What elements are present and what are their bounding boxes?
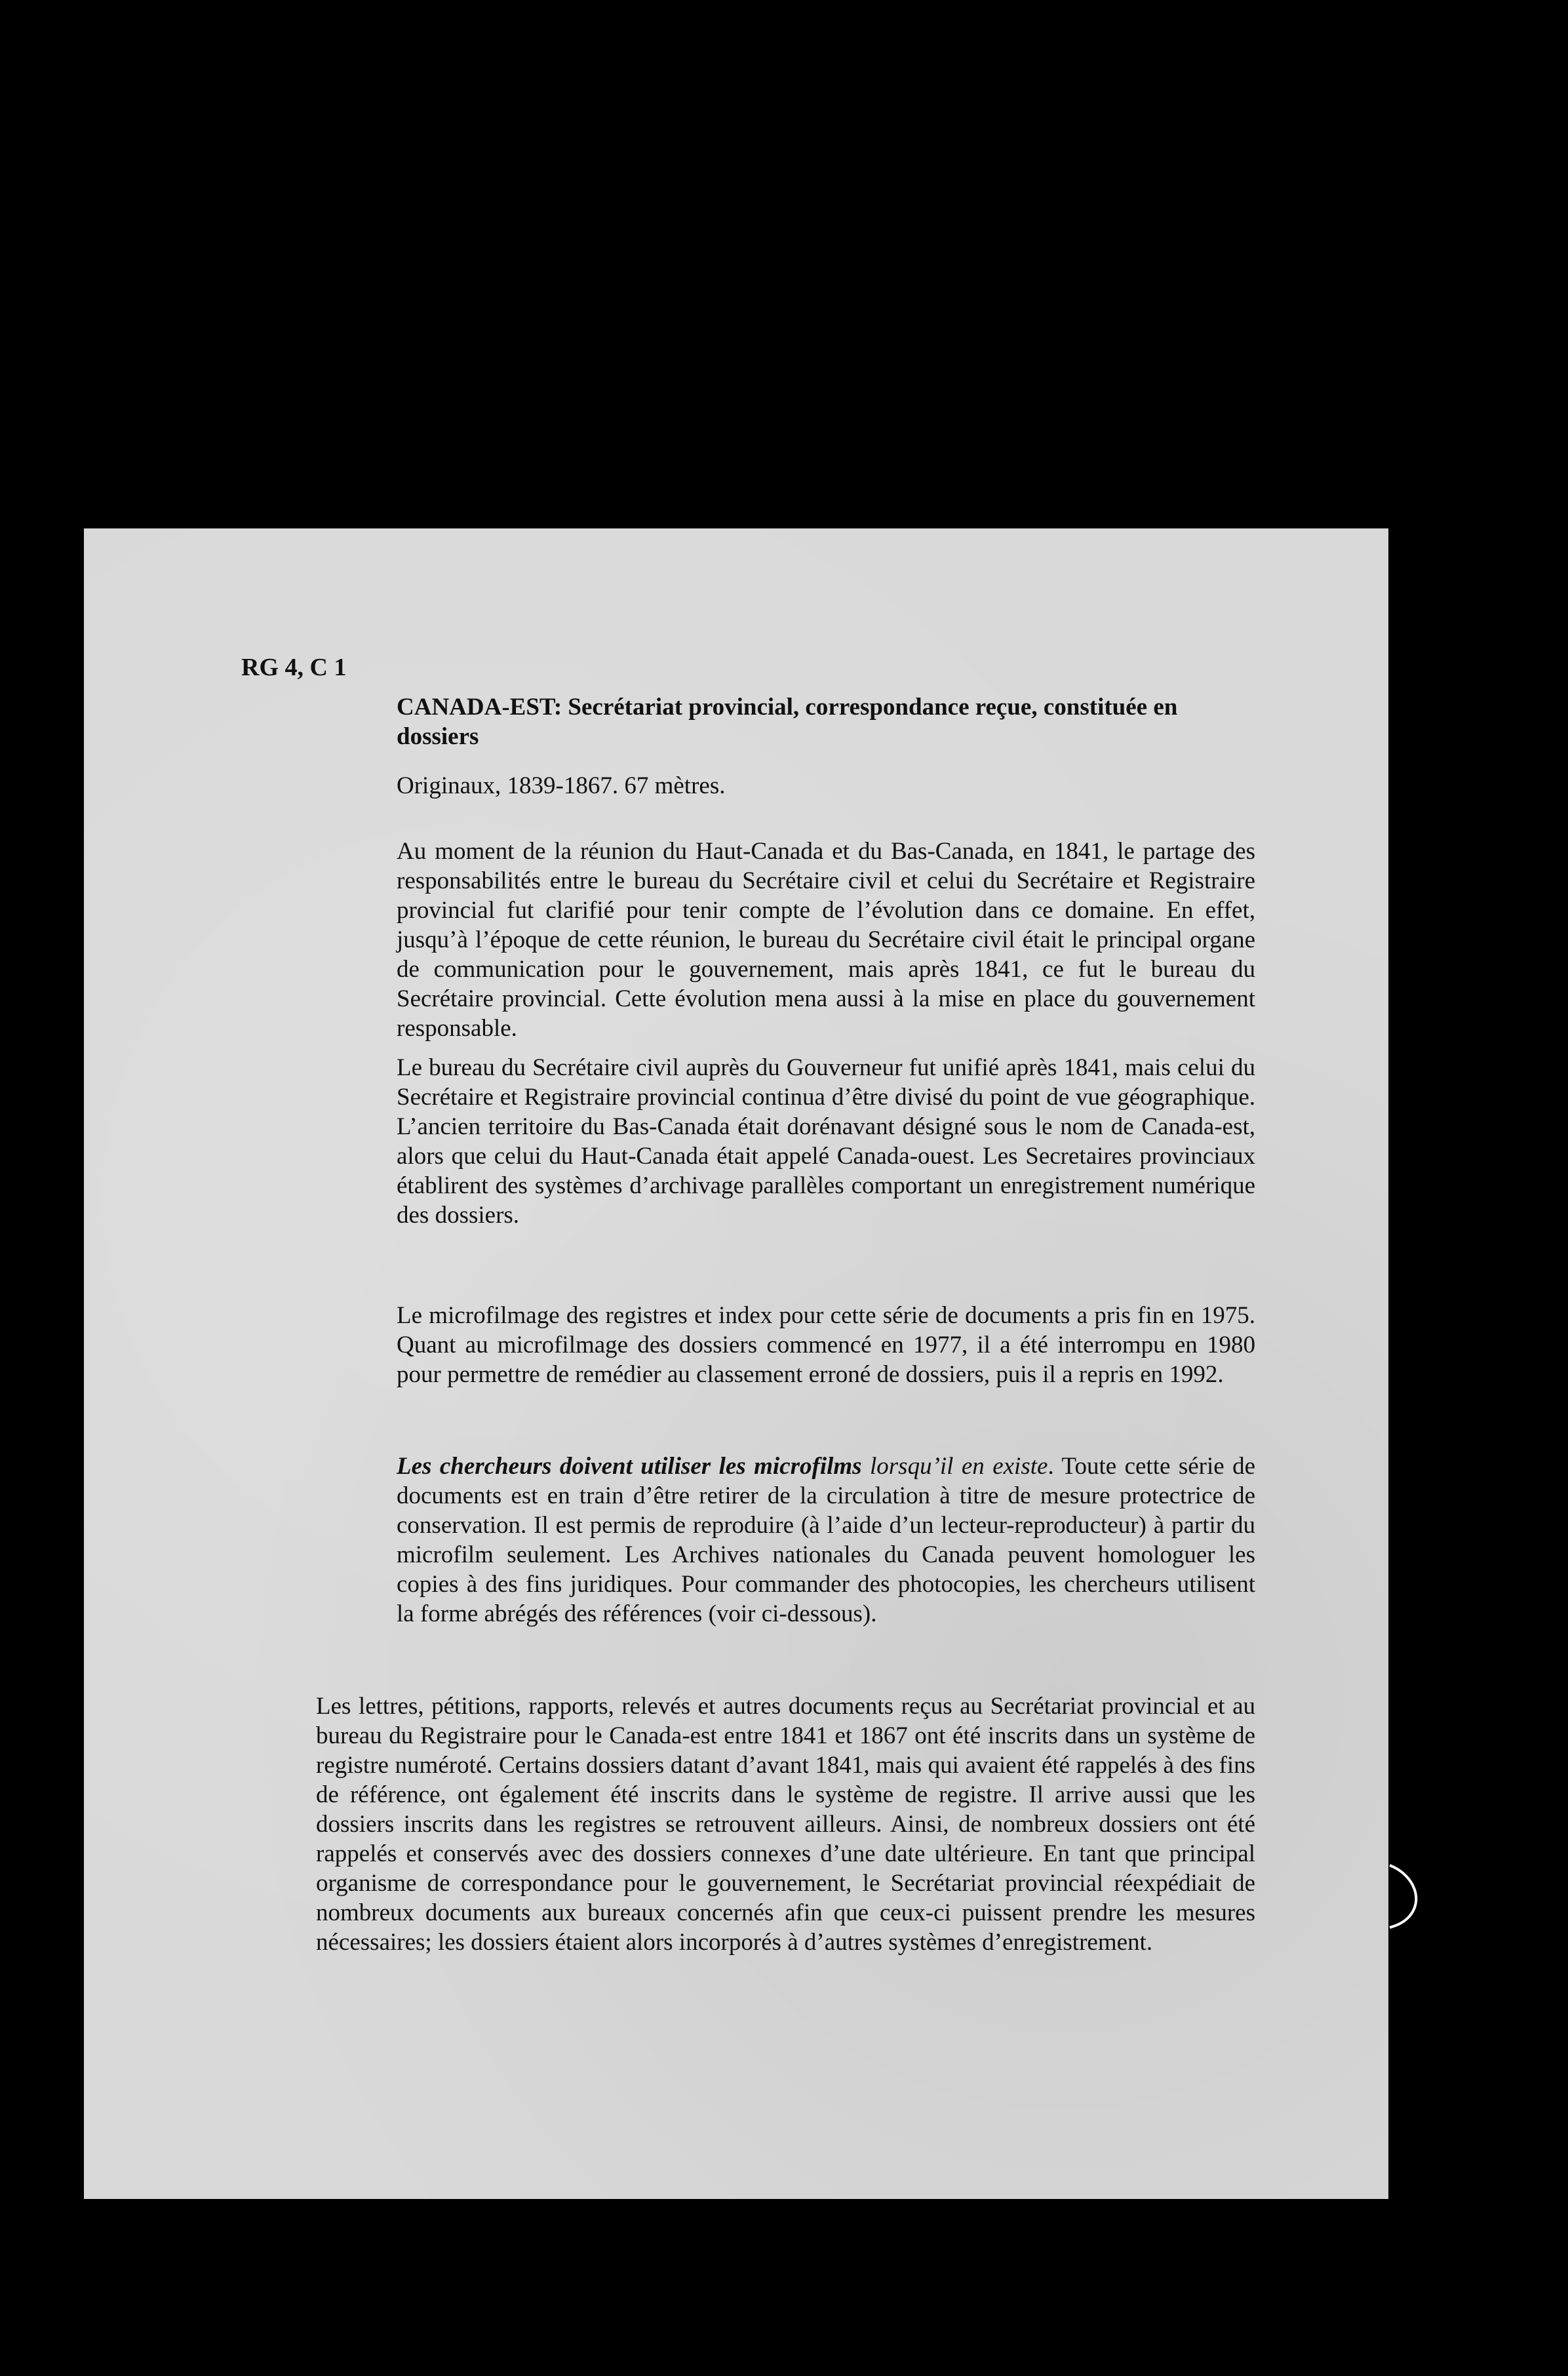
researchers-emphasis-italic: lorsqu’il en existe bbox=[861, 1453, 1048, 1480]
researchers-text: . Toute cette série de documents est en train d’être retirer de la circulation à titre de mesure protectrice de conservation. Il est permis de reproduire (à l’aide d’un lecteur-reproducteur) à partir du microfilm seulement. Les Archives nationales du Canada peuvent homologuer les copies à des fins juridiques. Pour commander des photocopies, les chercheurs utilisent la forme abrégés des références (voir ci-dessous). bbox=[397, 1453, 1255, 1627]
extent-line: Originaux, 1839-1867. 67 mètres. bbox=[397, 772, 726, 799]
paragraph-registry-system: Les lettres, pétitions, rapports, relevés et autres documents reçus au Secrétariat provincial et au bureau du Registraire pour le Canada-est entre 1841 et 1867 ont été inscrits dans un système de registre numéroté. Certains dossiers datant d’avant 1841, mais qui avaient été rappelés à des fins de référence, ont également été inscrits dans le système de registre. Il arrive aussi que les dossiers inscrits dans les registres se retrouvent ailleurs. Ainsi, de nombreux dossiers ont été rappelés et conservés avec des dossiers connexes d’une date ultérieure. En tant que principal organisme de correspondance pour le gouvernement, le Secrétariat provincial réexpédiait de nombreux documents aux bureaux concernés afin que ceux-ci puissent prendre les mesures nécessaires; les dossiers étaient alors incorporés à d’autres systèmes d’enregistrement. bbox=[316, 1693, 1255, 1956]
paragraph-union: Au moment de la réunion du Haut-Canada et du Bas-Canada, en 1841, le partage des responsabilités entre le bureau du Secrétaire civil et celui du Secrétaire et Registraire provincial fut clarifié pour tenir compte de l’évolution dans ce domaine. En effet, jusqu’à l’époque de cette réunion, le bureau du Secrétaire civil était le principal organe de communication pour le gouvernement, mais après 1841, ce fut le bureau du Secrétaire provincial. Cette évolution mena aussi à la mise en place du gouvernement responsable. bbox=[397, 838, 1255, 1042]
archive-reference: RG 4, C 1 bbox=[241, 654, 347, 681]
document-page bbox=[84, 528, 1388, 2199]
paragraph-civil-secretary: Le bureau du Secrétaire civil auprès du Gouverneur fut unifié après 1841, mais celui du Secrétaire et Registraire provincial continua d’être divisé du point de vue géographique. L’ancien territoire du Bas-Canada était dorénavant désigné sous le nom de Canada-est, alors que celui du Haut-Canada était appelé Canada-ouest. Les Secretaires provinciaux établirent des systèmes d’archivage parallèles comportant un enregistrement numérique des dossiers. bbox=[397, 1054, 1255, 1229]
document-title: CANADA-EST: Secrétariat provincial, correspondance reçue, constituée en dossiers bbox=[397, 694, 1178, 750]
researchers-emphasis: Les chercheurs doivent utiliser les microfilms bbox=[397, 1453, 862, 1480]
paragraph-researchers bbox=[397, 1452, 1255, 1629]
paragraph-microfilming: Le microfilmage des registres et index pour cette série de documents a pris fin en 1975. Quant au microfilmage des dossiers commencé en 1977, il a été interrompu en 1980 pour permettre de remédier au classement erroné de dossiers, puis il a repris en 1992. bbox=[397, 1302, 1255, 1388]
page-edge-mark bbox=[1388, 1862, 1434, 1934]
